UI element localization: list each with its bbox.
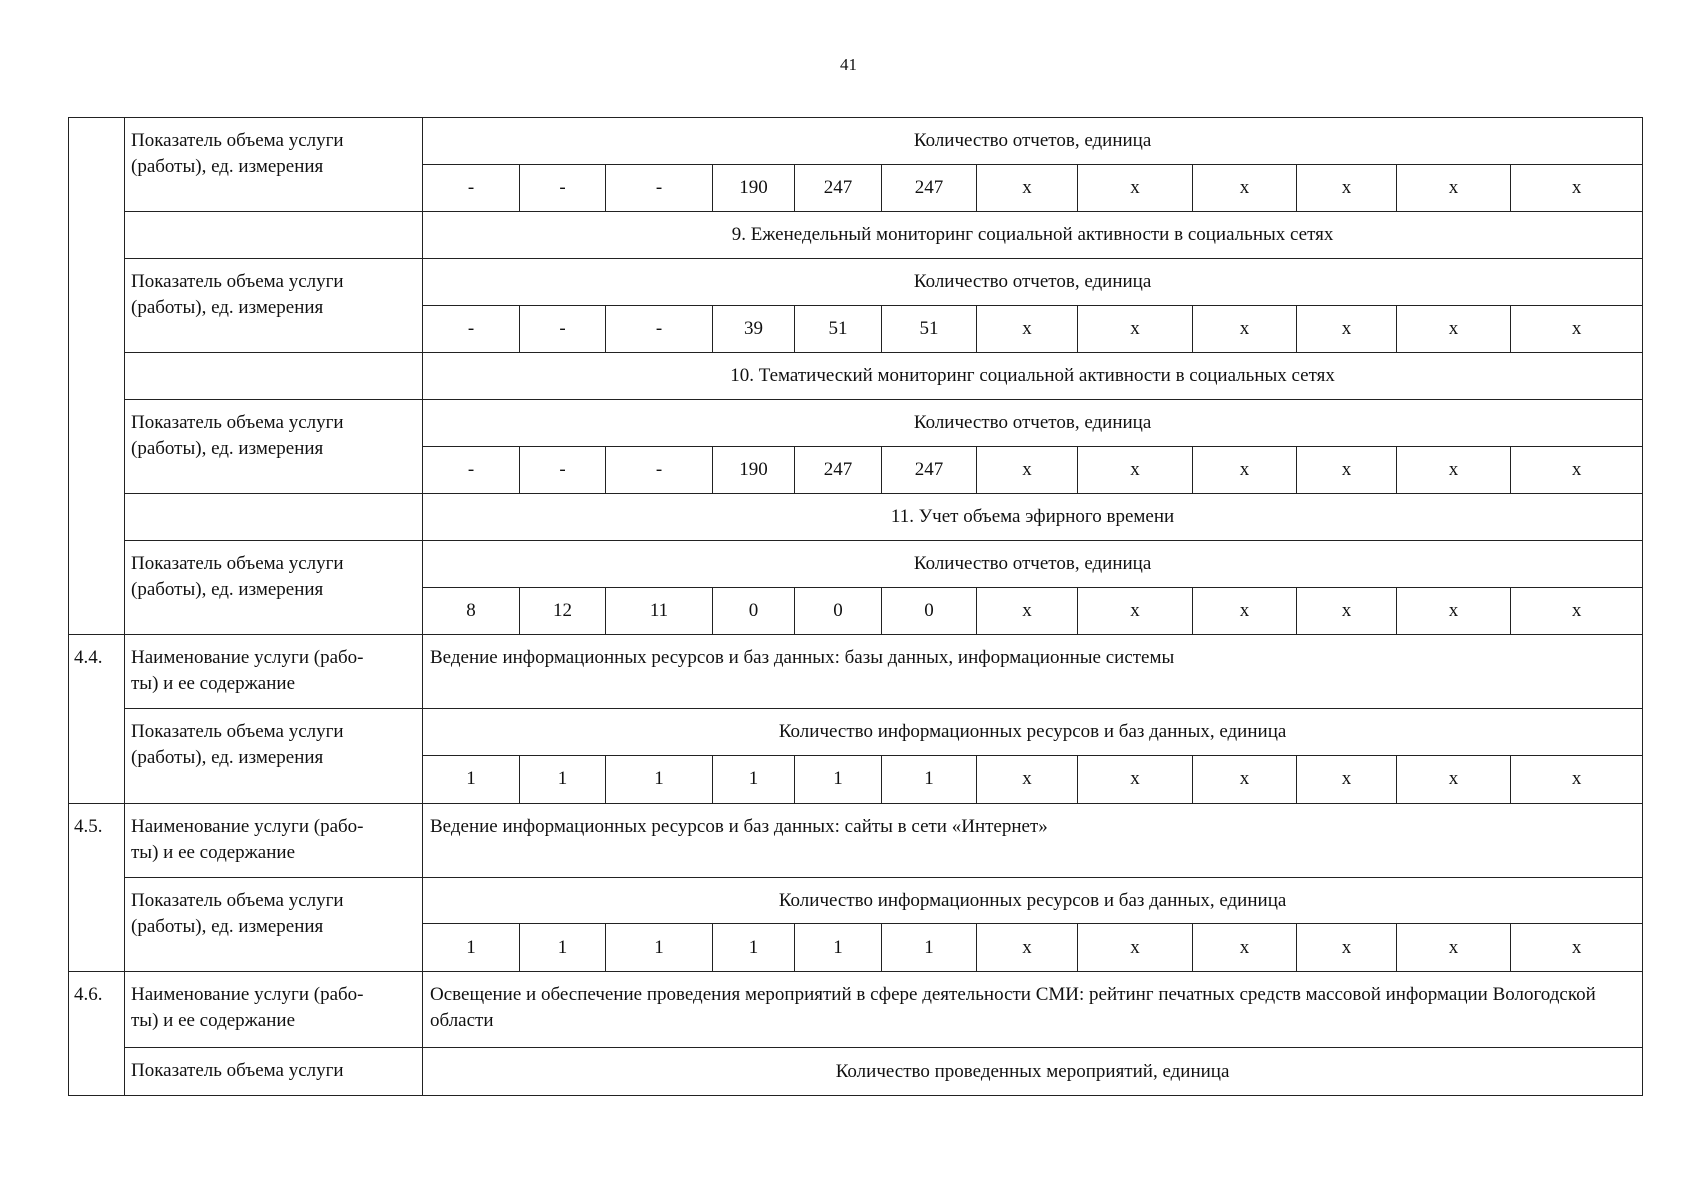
value-cell: x [977, 164, 1078, 212]
unit-header: Количество информационных ресурсов и баз данных, единица [423, 709, 1643, 756]
value-cell: x [1297, 446, 1397, 494]
service-name-row [69, 803, 1643, 877]
value-cell: x [977, 924, 1078, 972]
value-cell: 11 [606, 587, 713, 635]
value-cell: 1 [713, 755, 795, 803]
volume-indicator-label: Показатель объема услуги [125, 1048, 423, 1096]
value-cell: 1 [423, 755, 520, 803]
service-name-label-line1: Наименование услуги (рабо- [131, 647, 364, 669]
value-cell: 51 [795, 305, 882, 353]
value-cell: - [606, 305, 713, 353]
section-title-row [69, 353, 1643, 400]
volume-indicator-label: Показатель объема услуги (работы), ед. измерения [125, 399, 423, 493]
value-cell: 247 [795, 446, 882, 494]
label-cell-empty [125, 212, 423, 259]
label-cell-empty [125, 353, 423, 400]
value-cell: x [1397, 446, 1511, 494]
value-cell: x [1078, 587, 1193, 635]
value-cell: x [1397, 755, 1511, 803]
value-cell: x [1397, 587, 1511, 635]
value-cell: 1 [606, 924, 713, 972]
value-cell: 1 [713, 924, 795, 972]
service-content: Ведение информационных ресурсов и баз данных: базы данных, информационные системы [423, 635, 1643, 709]
value-cell: - [423, 164, 520, 212]
value-cell: x [1297, 587, 1397, 635]
table-row [69, 709, 1643, 756]
value-cell: 1 [520, 755, 606, 803]
services-volume-table [68, 117, 1643, 1096]
table-row [69, 399, 1643, 446]
value-cell: x [1297, 924, 1397, 972]
table-row [69, 1048, 1643, 1096]
volume-indicator-label: Показатель объема услуги (работы), ед. измерения [125, 877, 423, 971]
volume-indicator-label: Показатель объема услуги (работы), ед. измерения [125, 540, 423, 634]
value-cell: 12 [520, 587, 606, 635]
value-cell: x [977, 755, 1078, 803]
value-cell: x [1193, 924, 1297, 972]
value-cell: x [1297, 305, 1397, 353]
item-number-cell-empty [69, 118, 125, 635]
value-cell: - [606, 446, 713, 494]
section-title: 11. Учет объема эфирного времени [423, 494, 1643, 541]
service-name-label [125, 635, 423, 709]
value-cell: x [1511, 587, 1643, 635]
value-cell: 1 [423, 924, 520, 972]
value-cell: 1 [795, 924, 882, 972]
service-name-label-line1: Наименование услуги (рабо- [131, 984, 364, 1006]
value-cell: 1 [520, 924, 606, 972]
value-cell: x [1078, 164, 1193, 212]
value-cell: 0 [795, 587, 882, 635]
unit-header: Количество отчетов, единица [423, 118, 1643, 165]
unit-header: Количество проведенных мероприятий, единица [423, 1048, 1643, 1096]
volume-indicator-label: Показатель объема услуги (работы), ед. измерения [125, 258, 423, 352]
table-row [69, 877, 1643, 924]
value-cell: 247 [882, 164, 977, 212]
value-cell: - [520, 446, 606, 494]
value-cell: 0 [713, 587, 795, 635]
table-row [69, 118, 1643, 165]
section-title: 9. Еженедельный мониторинг социальной активности в социальных сетях [423, 212, 1643, 259]
value-cell: - [423, 305, 520, 353]
unit-header: Количество отчетов, единица [423, 399, 1643, 446]
service-name-label-line2: ты) и ее содержание [131, 673, 295, 695]
value-cell: 190 [713, 446, 795, 494]
service-content: Ведение информационных ресурсов и баз данных: сайты в сети «Интернет» [423, 803, 1643, 877]
value-cell: x [1078, 755, 1193, 803]
value-cell: x [1511, 755, 1643, 803]
value-cell: 1 [882, 755, 977, 803]
service-name-label [125, 972, 423, 1048]
value-cell: 1 [795, 755, 882, 803]
service-name-label-line2: ты) и ее содержание [131, 841, 295, 863]
value-cell: x [1193, 446, 1297, 494]
service-content: Освещение и обеспечение проведения мероприятий в сфере деятельности СМИ: рейтинг печатных средств массовой информации Вологодской области [423, 972, 1643, 1048]
value-cell: x [1397, 305, 1511, 353]
item-number: 4.5. [69, 803, 125, 971]
volume-indicator-label: Показатель объема услуги (работы), ед. измерения [125, 709, 423, 803]
value-cell: - [520, 164, 606, 212]
value-cell: x [977, 587, 1078, 635]
value-cell: x [1078, 924, 1193, 972]
value-cell: x [1193, 305, 1297, 353]
section-title-row [69, 494, 1643, 541]
value-cell: 247 [795, 164, 882, 212]
value-cell: - [520, 305, 606, 353]
value-cell: x [1397, 924, 1511, 972]
item-number: 4.4. [69, 635, 125, 803]
value-cell: x [1193, 755, 1297, 803]
value-cell: x [1078, 305, 1193, 353]
unit-header: Количество отчетов, единица [423, 540, 1643, 587]
value-cell: 39 [713, 305, 795, 353]
value-cell: x [1297, 164, 1397, 212]
value-cell: 1 [606, 755, 713, 803]
value-cell: x [1193, 587, 1297, 635]
value-cell: x [1511, 305, 1643, 353]
service-name-row [69, 635, 1643, 709]
label-cell-empty [125, 494, 423, 541]
service-name-label [125, 803, 423, 877]
value-cell: x [1193, 164, 1297, 212]
service-name-row [69, 972, 1643, 1048]
section-title: 10. Тематический мониторинг социальной активности в социальных сетях [423, 353, 1643, 400]
unit-header: Количество отчетов, единица [423, 258, 1643, 305]
item-number: 4.6. [69, 972, 125, 1096]
value-cell: 1 [882, 924, 977, 972]
value-cell: - [606, 164, 713, 212]
value-cell: x [1078, 446, 1193, 494]
section-title-row [69, 212, 1643, 259]
value-cell: x [1511, 924, 1643, 972]
value-cell: x [977, 446, 1078, 494]
value-cell: 247 [882, 446, 977, 494]
value-cell: 51 [882, 305, 977, 353]
value-cell: - [423, 446, 520, 494]
value-cell: 0 [882, 587, 977, 635]
service-name-label-line1: Наименование услуги (рабо- [131, 815, 364, 837]
value-cell: x [1397, 164, 1511, 212]
value-cell: x [1297, 755, 1397, 803]
value-cell: 190 [713, 164, 795, 212]
volume-indicator-label: Показатель объема услуги (работы), ед. измерения [125, 118, 423, 212]
unit-header: Количество информационных ресурсов и баз данных, единица [423, 877, 1643, 924]
value-cell: x [1511, 164, 1643, 212]
value-cell: x [977, 305, 1078, 353]
table-row [69, 258, 1643, 305]
table-row [69, 540, 1643, 587]
page-number: 41 [840, 55, 857, 74]
value-cell: x [1511, 446, 1643, 494]
value-cell: 8 [423, 587, 520, 635]
service-name-label-line2: ты) и ее содержание [131, 1010, 295, 1032]
